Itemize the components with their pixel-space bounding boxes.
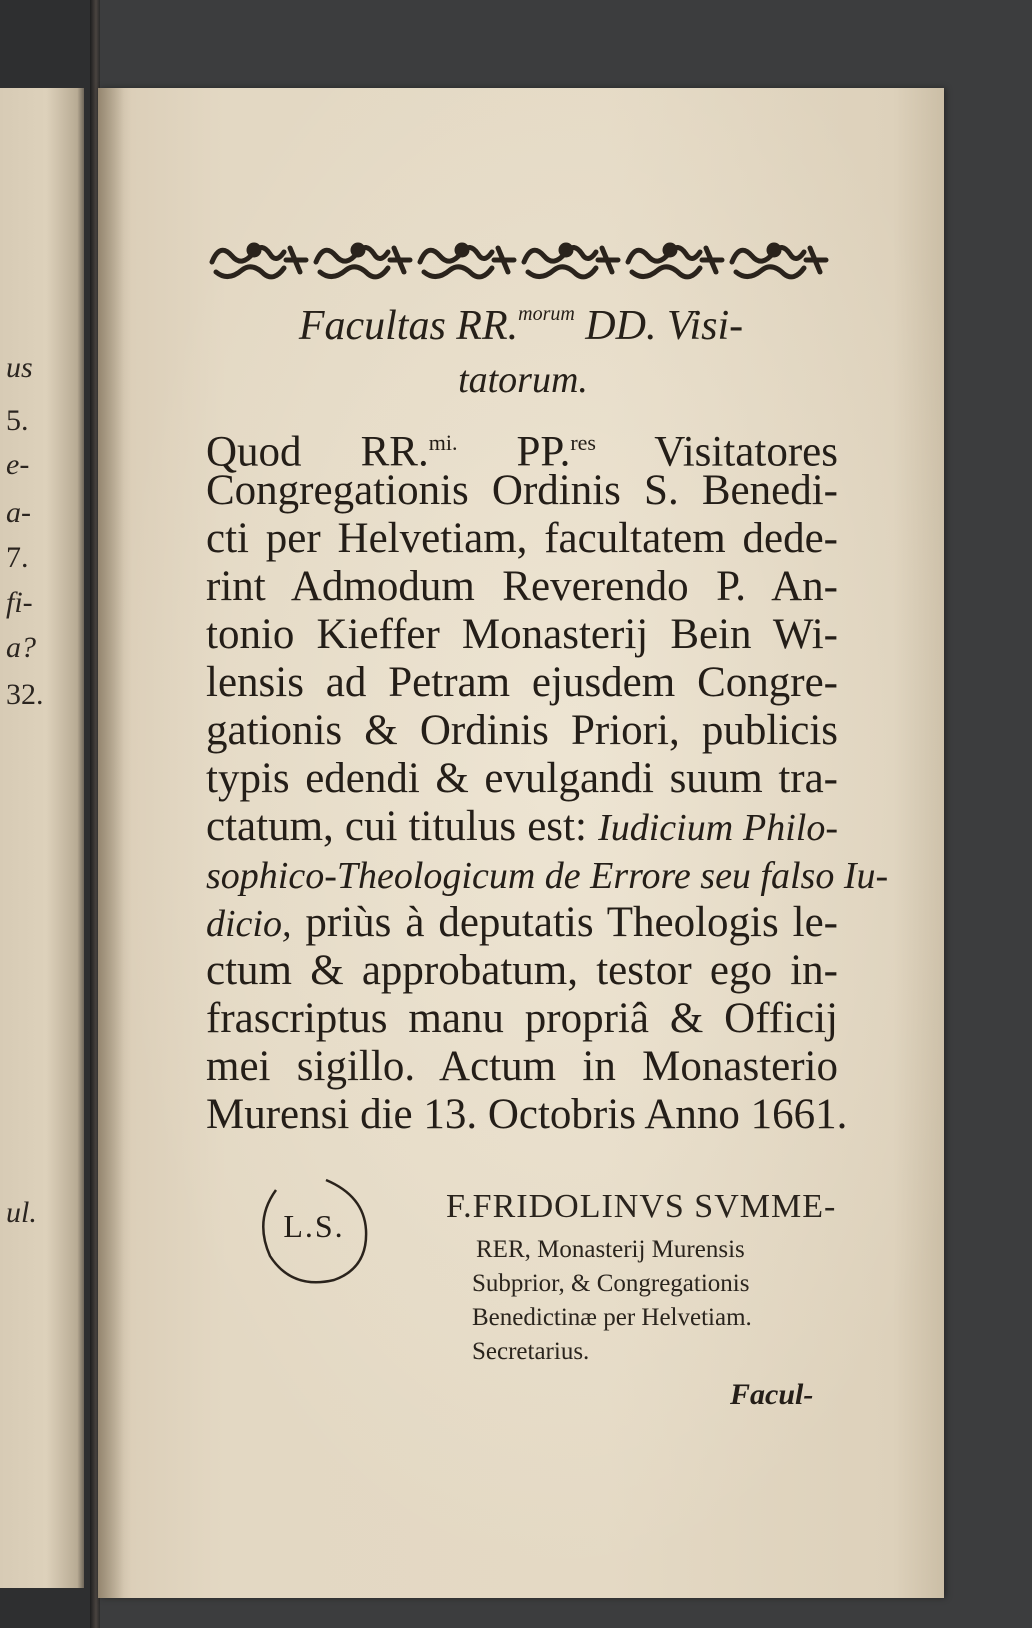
body-text: priùs à deputatis Theologis le- — [291, 899, 838, 946]
body-line: typis edendi & evulgandi suum tra- — [206, 755, 838, 802]
facing-page-fragment: 7. — [6, 541, 29, 574]
facing-page — [0, 88, 84, 1588]
catchword: Facul- — [730, 1378, 814, 1411]
signature-line: Secretarius. — [472, 1338, 590, 1365]
facing-page-fragment: a- — [6, 496, 31, 529]
body-superscript: mi. — [428, 430, 458, 455]
heading-text: Facultas RR. — [298, 303, 519, 349]
body-line: frascriptus manu propriâ & Officij — [206, 995, 838, 1042]
body-italic-title: dicio, — [206, 903, 292, 945]
signature-line: Benedictinæ per Helvetiam. — [472, 1304, 752, 1331]
ornament-border — [206, 228, 842, 288]
seal-text: L.S. — [283, 1208, 345, 1244]
body-superscript: res — [570, 430, 596, 455]
body-line: mei sigillo. Actum in Monasterio — [206, 1043, 838, 1090]
facing-page-fragment: e- — [6, 448, 30, 481]
body-line: Congregationis Ordinis S. Benedi- — [206, 467, 838, 514]
body-italic-title: Iudicium Philo- — [598, 807, 839, 849]
facing-page-fragment: us — [6, 351, 33, 384]
body-line: Murensi die 13. Octobris Anno 1661. — [206, 1091, 848, 1138]
body-line: cti per Helvetiam, facultatem dede- — [206, 515, 838, 562]
book-page — [98, 88, 944, 1598]
facing-page-fragment: ul. — [6, 1196, 37, 1229]
facing-page-fragment: 32. — [6, 678, 44, 711]
heading-superscript: morum — [518, 303, 575, 325]
facing-page-fragment: a? — [6, 631, 36, 664]
seal-mark — [254, 1168, 374, 1288]
body-line: lensis ad Petram ejusdem Congre- — [206, 659, 838, 706]
facing-page-fragment: fi- — [6, 586, 33, 619]
facing-page-fragment: 5. — [6, 404, 29, 437]
body-line — [206, 850, 889, 901]
body-line: rint Admodum Reverendo P. An- — [206, 563, 838, 610]
heading-line-1 — [98, 302, 944, 350]
body-line: tonio Kieffer Monasterij Bein Wi- — [206, 611, 838, 658]
body-text: PP. — [457, 428, 571, 476]
body-line — [206, 802, 838, 853]
body-line — [206, 898, 838, 949]
heading-line-2: tatorum. — [458, 359, 588, 401]
body-italic-title: sophico-Theologicum de Errore seu falso Iu- — [206, 855, 889, 897]
body-text: ctatum, cui titulus est: — [206, 803, 599, 850]
body-text: Visitatores — [595, 428, 838, 476]
body-line: ctum & approbatum, testor ego in- — [206, 947, 838, 994]
body-line: gationis & Ordinis Priori, publicis — [206, 707, 838, 754]
signature-line: Subprior, & Congregationis — [472, 1270, 750, 1297]
ornament-icon — [206, 228, 842, 288]
signature-line: F.FRIDOLINVS SVMME- — [446, 1188, 837, 1225]
body-text: Quod RR. — [206, 428, 429, 476]
signature-line: RER, Monasterij Murensis — [476, 1236, 745, 1263]
heading-text: DD. Visi- — [574, 303, 744, 349]
